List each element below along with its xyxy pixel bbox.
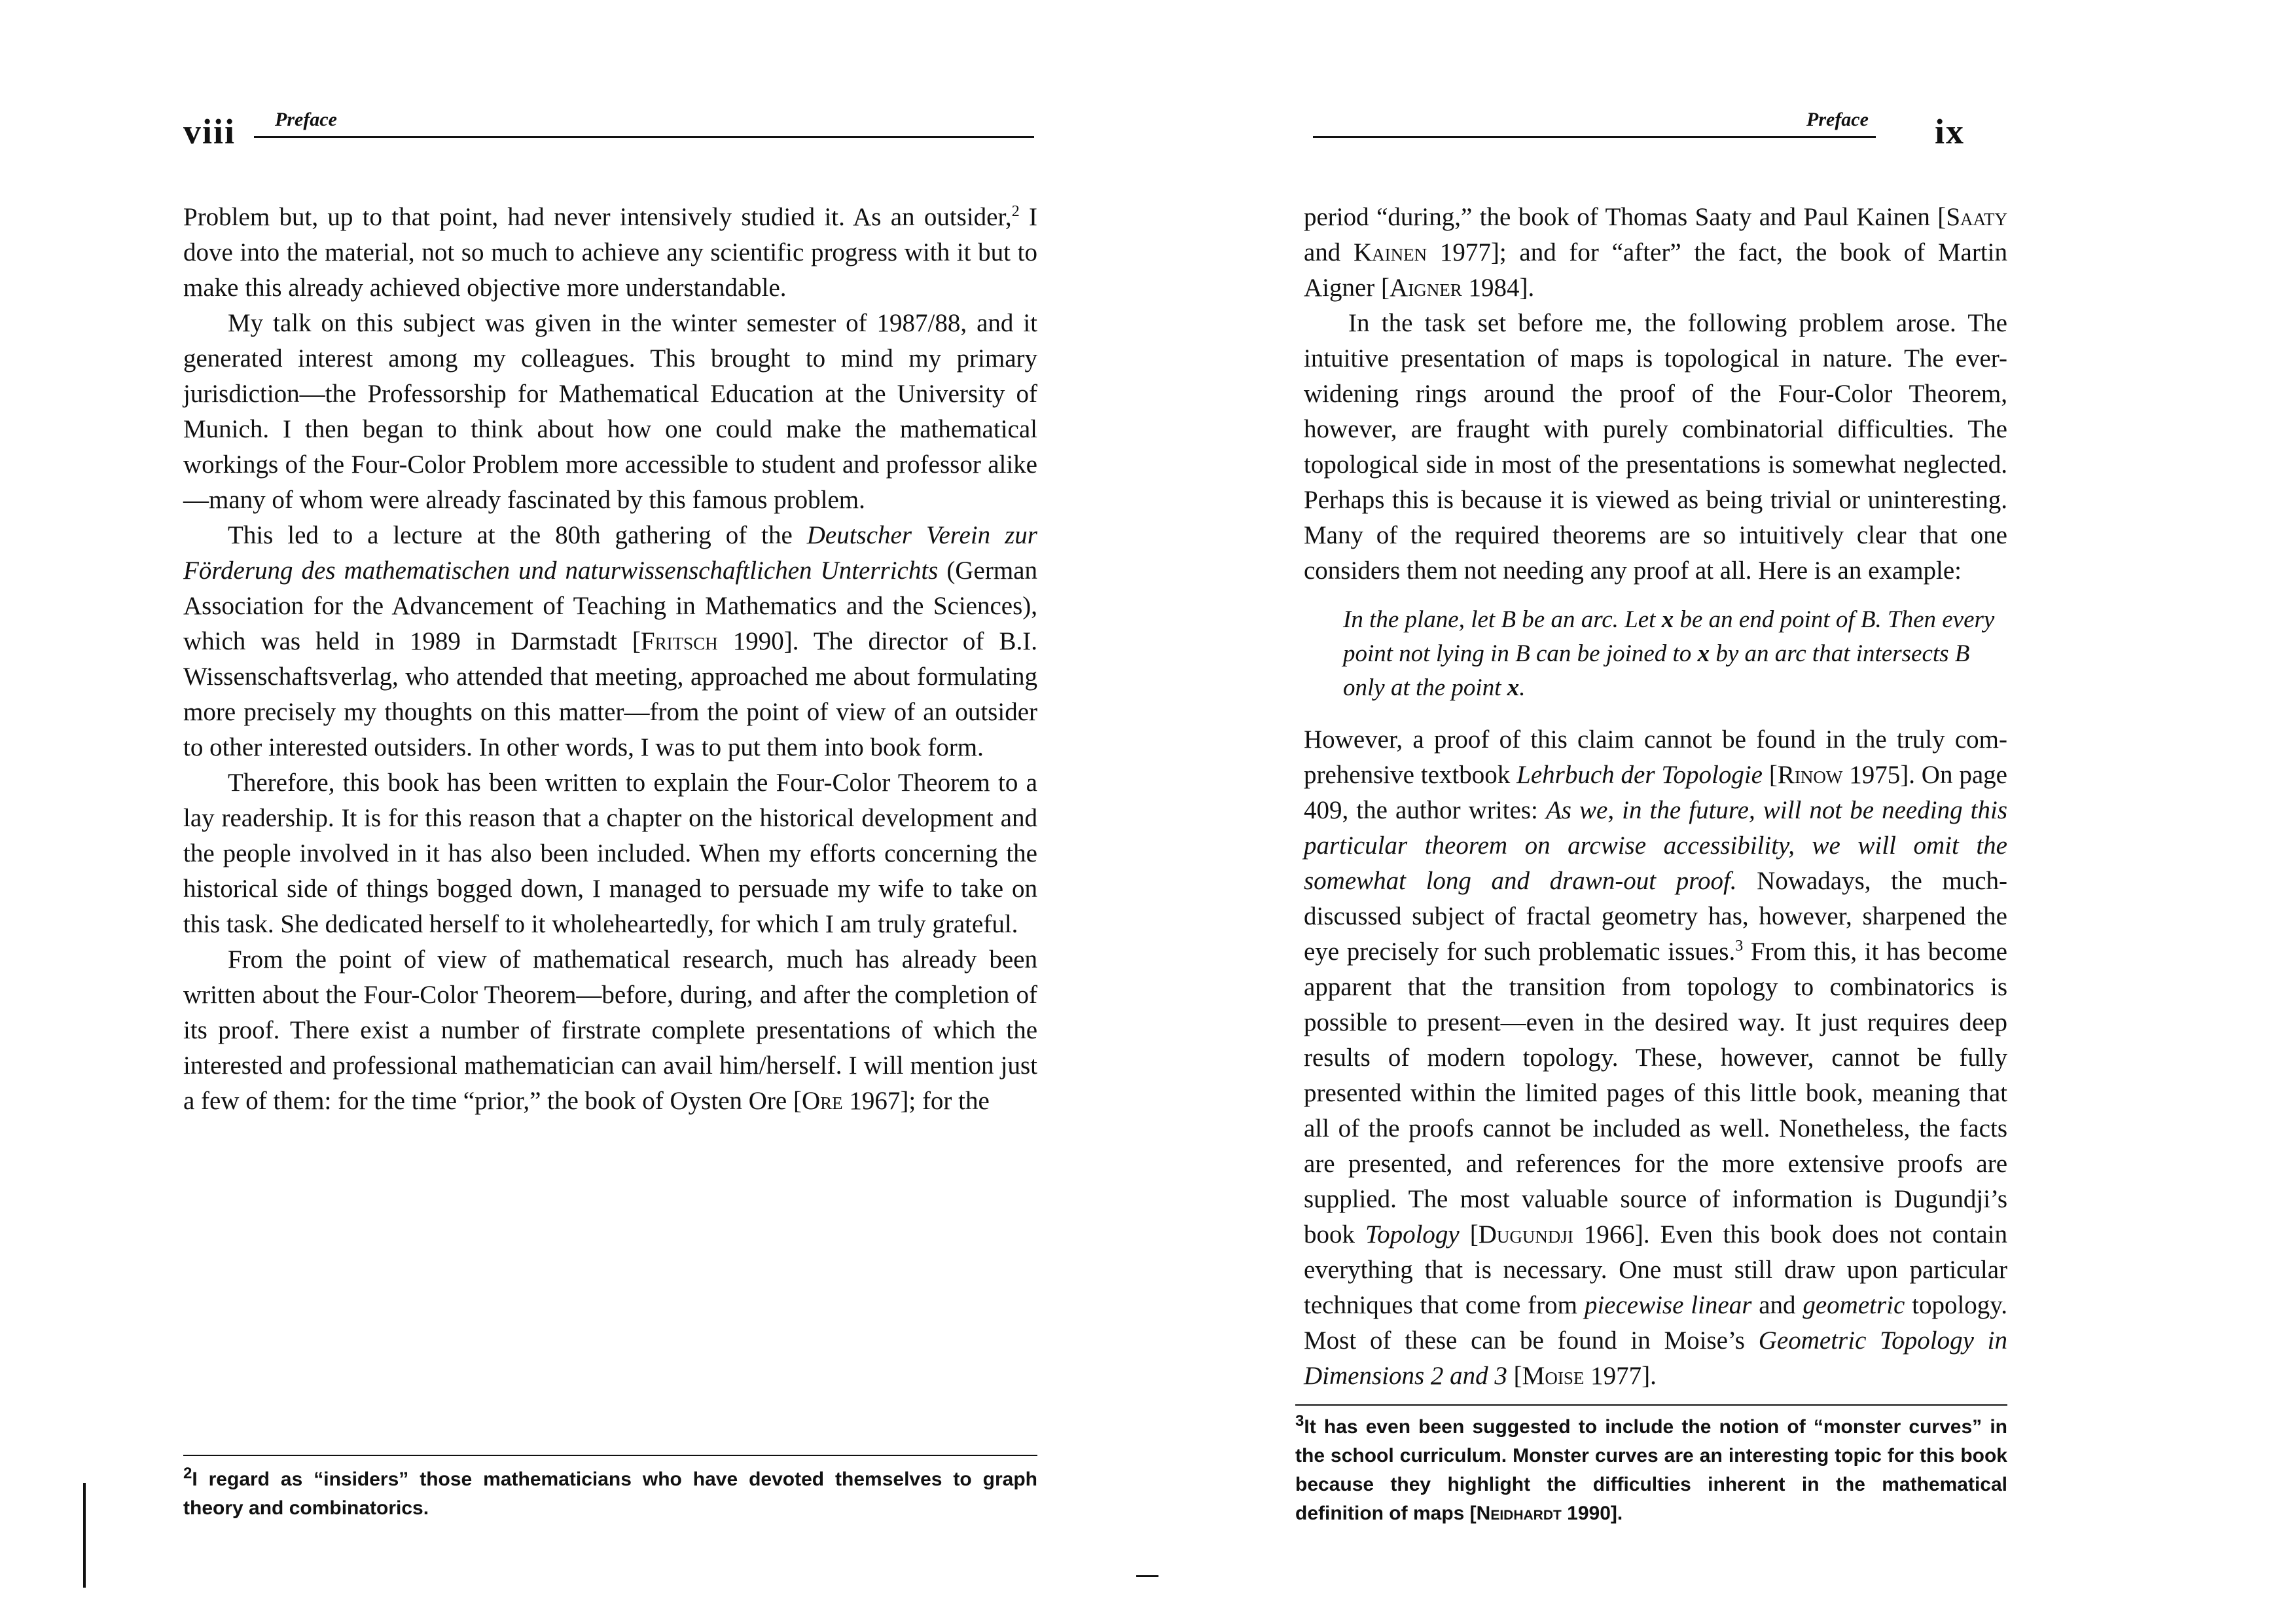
footnote-ref: 2: [1011, 203, 1020, 220]
footnote-ref: 3: [1735, 938, 1744, 955]
right-page: [1148, 0, 2296, 1623]
citation-author: Rinow: [1777, 761, 1843, 789]
right-page-header: [1313, 105, 2008, 151]
running-head: Preface: [275, 109, 337, 130]
theorem-quote: In the plane, let B be an arc. Let x be an end point of B. Then every point not lying in B can be joined to x by an arc that intersects B only at the point x.: [1343, 606, 1995, 701]
citation-author: Saaty: [1946, 203, 2007, 231]
citation-author: Kainen: [1354, 238, 1427, 266]
paragraph: In the task set before me, the following problem arose. The intuitive presentation of maps is topological in nature. The ever-widening rings around the proof of the Four-Color Theorem, however, are fraught with purely combinatorial difficulties. The topological side in most of the presentations is somewhat neglected. Perhaps this is because it is viewed as being trivial or uninteresting. Many of the required theorems are so intuitively clear that one considers them not needing any proof at all. Here is an example:: [1304, 309, 2007, 585]
left-page-header: [183, 105, 1034, 151]
paragraph: period “during,” the book of Thomas Saaty and Paul Kainen [Saaty and Kainen 1977]; and for “after” the fact, the book of Martin Aigner [Aigner 1984].: [1304, 203, 2008, 302]
citation-author: Ore: [801, 1087, 843, 1115]
footnote: $^2$I regard as “insiders” those mathematicians who have devoted themselves to graph theory and combinatorics.: [183, 1465, 1037, 1519]
italic-title: Deutscher Verein zur Förderung des mathematischen und naturwissenschaftlichen Unterrichts: [183, 521, 1037, 585]
italic-title: Lehrbuch der Topologie: [1516, 761, 1763, 789]
paragraph: This led to a lecture at the 80th gathering of the Deutscher Verein zur Förderung des mathematischen und naturwissenschaftlichen Unterrichts (German Association for the Advancement of Teaching in Mathematics and the Sciences), which was held in 1989 in Darmstadt [Fritsch 1990]. The director of B.I. Wissenschaftsverlag, who attended that meeting, approached me about formulating more precisely my thoughts on this matter—from the point of view of an outsider to other interested outsiders. In other words, I was to put them into book form.: [183, 521, 1037, 761]
italic-quote: As we, in the future, will not be needing this particular theorem on arcwise accessibility, we will omit the somewhat long and drawn-out proof.: [1304, 796, 2007, 895]
page-number: ix: [1935, 112, 1965, 151]
italic-title: Geometric Topology in Dimensions 2 and 3: [1304, 1326, 2008, 1390]
paragraph: From the point of view of mathematical research, much has already been written about the Four-Color Theorem—before, during, and after the completion of its proof. There exist a number of firstrate complete presentations of which the interested and professional mathematician can avail him/herself. I will mention just a few of them: for the time “prior,” the book of Oysten Ore [Ore 1967]; for the: [183, 945, 1037, 1115]
header-rule: [254, 136, 1034, 138]
paragraph: Therefore, this book has been written to explain the Four-Color Theorem to a lay readership. It is for this reason that a chapter on the historical development and the people involved in it has also been included. When my efforts concerning the historical side of things bogged down, I managed to persuade my wife to take on this task. She dedicated herself to it wholeheartedly, for which I am truly grateful.: [183, 769, 1037, 938]
citation-author: Moise: [1522, 1362, 1585, 1390]
footnote-mark: 2: [183, 1465, 192, 1482]
footnote-rule: [1295, 1404, 2007, 1406]
citation-author: Aigner: [1390, 274, 1462, 302]
scan-artifact-line: [83, 1483, 86, 1588]
paragraph: However, a proof of this claim cannot be found in the truly comprehensive textbook Lehrbuch der Topologie [Rinow 1975]. On page 409, the author writes: As we, in the future, will not be needing this particular theorem on arcwise accessibility, we will omit the somewhat long and drawn-out proof. Nowadays, the much-discussed subject of fractal geometry has, however, sharpened the eye precisely for such problematic issues.$^3$ From this, it has become apparent that the transition from topology to combinatorics is possible to present—even in the desired way. It just requires deep results of modern topology. These, however, cannot be fully presented within the limited pages of this little book, meaning that all of the proofs cannot be included as well. Nonetheless, the facts are presented, and references for the more extensive proofs are supplied. The most valuable source of information is Dugundji’s book Topology [Dugundji 1966]. Even this book does not contain everything that is necessary. One must still draw upon particular techniques that come from piecewise linear and geometric topology. Most of these can be found in Moise’s Geometric Topology in Dimensions 2 and 3 [Moise 1977].: [1304, 725, 2008, 1390]
footnote: $^3$It has even been suggested to include the notion of “monster curves” in the school curriculum. Monster curves are an interesting topic for this book because they highlight the difficulties inherent in the mathematical definition of maps [Neidhardt 1990].: [1295, 1412, 2007, 1524]
citation-author: Fritsch: [640, 627, 718, 655]
right-page-body: [1304, 200, 2007, 1394]
header-rule: [1313, 136, 1876, 138]
citation-author: Dugundji: [1478, 1220, 1573, 1249]
paragraph: My talk on this subject was given in the winter semester of 1987/88, and it generated interest among my colleagues. This brought to mind my primary jurisdiction—the Professorship for Mathematical Education at the University of Munich. I then began to think about how one could make the mathematical workings of the Four-Color Problem more accessible to student and professor alike—many of whom were already fascinated by this famous problem.: [183, 309, 1037, 514]
scan-artifact-dash: [1136, 1575, 1158, 1577]
footnote-rule: [183, 1455, 1037, 1456]
left-page-body: [183, 200, 1037, 1119]
page-number: viii: [183, 112, 236, 151]
footnote-mark: 3: [1295, 1412, 1304, 1430]
citation-author: Neidhardt: [1476, 1503, 1562, 1524]
italic-title: Topology: [1365, 1220, 1460, 1249]
paragraph: Problem but, up to that point, had never intensively studied it. As an outsider,$^2$ I dove into the material, not so much to achieve any scientific progress with it but to make this already achieved objective more understandable.: [183, 203, 1037, 302]
running-head: Preface: [1806, 109, 1869, 130]
